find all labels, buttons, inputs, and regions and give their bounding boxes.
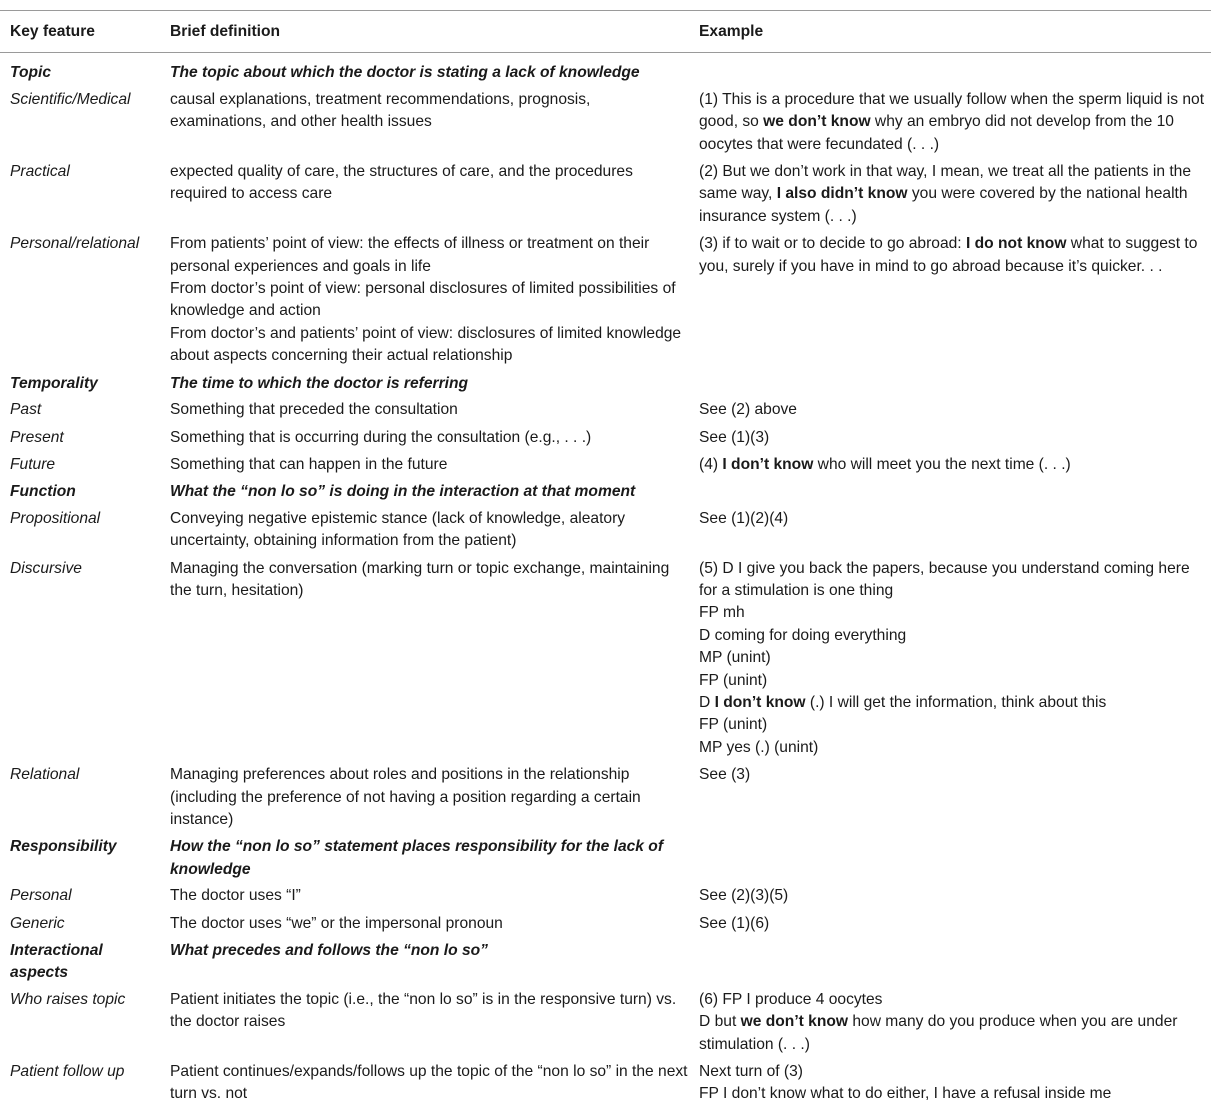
example-cell <box>689 987 1211 1059</box>
header-example: Example <box>689 11 1211 53</box>
example-line: D coming for doing everything <box>699 626 907 644</box>
example-emphasis: I do not know <box>965 235 1067 253</box>
definition-cell: Patient continues/expands/follows up the topic of the “non lo so” in the next turn vs. not <box>170 1063 688 1103</box>
table-row <box>0 159 1211 231</box>
feature-cell: Discursive <box>10 559 82 577</box>
example-line <box>699 692 1211 714</box>
example-text: (2) But we don’t work in that way, I mean, we treat all the patients in the same way, <box>699 163 1192 203</box>
section-name: Responsibility <box>10 838 117 856</box>
header-brief-definition: Brief definition <box>160 11 689 53</box>
definition-cell: Conveying negative epistemic stance (lack of knowledge, aleatory uncertainty, obtaining information from the patient) <box>170 509 626 550</box>
table-row <box>0 1059 1211 1109</box>
feature-cell: Past <box>10 401 42 419</box>
example-text: who will meet you the next time (. . .) <box>813 455 1071 473</box>
feature-cell: Patient follow up <box>10 1063 125 1081</box>
section-name: Topic <box>10 64 52 82</box>
definition-cell: Patient initiates the topic (i.e., the “non lo so” is in the responsive turn) vs. the doctor raises <box>170 990 677 1031</box>
example-text: D <box>699 693 715 711</box>
definition-cell: Managing the conversation (marking turn or topic exchange, maintaining the turn, hesitation) <box>170 559 670 599</box>
table-row <box>0 987 1211 1059</box>
example-line: MP (unint) <box>699 649 771 667</box>
example-text: why an embryo did not develop from the 10 oocytes that were fecundated (. . .) <box>699 113 1174 153</box>
example-emphasis: I don’t know <box>722 455 814 473</box>
feature-cell: Personal/relational <box>10 235 140 253</box>
definition-cell: The doctor uses “I” <box>170 887 301 905</box>
example-cell <box>689 87 1211 159</box>
example-text: (1) This is a procedure that we usually follow when the sperm liquid is not good, so <box>699 90 1205 131</box>
definition-cell: expected quality of care, the structures of care, and the procedures required to access care <box>170 163 633 203</box>
example-cell <box>689 159 1211 231</box>
example-text: you were covered by the national health insurance system (. . .) <box>699 185 1188 225</box>
example-cell: See (1)(3) <box>699 428 770 446</box>
feature-cell: Generic <box>10 914 65 932</box>
table-row <box>0 506 1211 556</box>
example-line: FP I don’t know what to do either, I have a refusal inside me <box>699 1085 1112 1103</box>
example-cell: See (2)(3)(5) <box>699 887 789 905</box>
section-name: Function <box>10 483 76 501</box>
example-emphasis: we don’t know <box>763 113 871 131</box>
header-key-feature: Key feature <box>0 11 160 53</box>
table-row <box>0 762 1211 834</box>
feature-cell: Scientific/Medical <box>10 90 131 108</box>
section-row-temporality <box>0 371 1211 397</box>
example-line <box>699 1011 1211 1056</box>
example-cell: See (3) <box>699 766 751 784</box>
example-line: Next turn of (3) <box>699 1063 803 1081</box>
example-cell <box>689 556 1211 763</box>
header-row <box>0 11 1211 53</box>
table-row <box>0 883 1211 910</box>
feature-cell: Practical <box>10 163 70 181</box>
feature-cell: Propositional <box>10 509 101 527</box>
section-name: Interactional aspects <box>10 942 103 982</box>
definition-cell: Managing preferences about roles and positions in the relationship (including the preference of not having a position regarding a certain instance) <box>170 766 641 828</box>
definition-cell: Something that can happen in the future <box>170 455 448 473</box>
table-row <box>0 87 1211 159</box>
section-row-topic <box>0 53 1211 87</box>
example-text: what to suggest to you, surely if you have in mind to go abroad because it’s quicker. . . <box>699 235 1198 275</box>
example-emphasis: we don’t know <box>740 1013 849 1031</box>
example-text: D but <box>699 1013 741 1031</box>
example-text: (.) I will get the information, think about this <box>805 693 1107 711</box>
section-name: Temporality <box>10 374 98 392</box>
definition-cell: causal explanations, treatment recommendations, prognosis, examinations, and other health issues <box>170 90 591 131</box>
table-row <box>0 911 1211 938</box>
example-line: MP yes (.) (unint) <box>699 738 819 756</box>
example-text: (4) <box>699 455 723 473</box>
feature-cell: Present <box>10 428 64 446</box>
definition-line: From patients’ point of view: the effects of illness or treatment on their personal experiences and goals in life <box>170 235 650 275</box>
table-row <box>0 231 1211 370</box>
table-row <box>0 452 1211 479</box>
definition-line: From doctor’s and patients’ point of view: disclosures of limited knowledge about aspects concerning their actual relationship <box>170 324 682 365</box>
definition-line: From doctor’s point of view: personal disclosures of limited possibilities of knowledge and action <box>170 280 676 320</box>
example-cell <box>689 1059 1211 1109</box>
section-row-interactional <box>0 938 1211 987</box>
key-features-table <box>0 10 1211 1109</box>
example-cell <box>689 452 1211 479</box>
feature-cell: Personal <box>10 887 72 905</box>
example-emphasis: I also didn’t know <box>776 185 908 203</box>
section-description: The topic about which the doctor is stating a lack of knowledge <box>170 64 640 82</box>
example-text: (3) if to wait or to decide to go abroad: <box>699 235 966 253</box>
example-cell: See (2) above <box>699 401 797 419</box>
table-row <box>0 425 1211 452</box>
example-line: FP (unint) <box>699 671 768 689</box>
section-row-function <box>0 479 1211 505</box>
example-line: FP mh <box>699 604 745 622</box>
definition-cell: Something that is occurring during the consultation (e.g., . . .) <box>170 428 592 446</box>
example-line: FP (unint) <box>699 716 768 734</box>
definition-cell <box>160 231 689 370</box>
section-description: How the “non lo so” statement places responsibility for the lack of knowledge <box>170 838 664 878</box>
example-cell: See (1)(2)(4) <box>699 509 789 527</box>
feature-cell: Who raises topic <box>10 990 126 1008</box>
section-description: What precedes and follows the “non lo so” <box>170 942 488 960</box>
section-description: The time to which the doctor is referring <box>170 374 469 392</box>
example-cell: See (1)(6) <box>699 914 770 932</box>
definition-cell: Something that preceded the consultation <box>170 401 458 419</box>
definition-cell: The doctor uses “we” or the impersonal pronoun <box>170 914 503 932</box>
example-line: (5) D I give you back the papers, because you understand coming here for a stimulation is one thing <box>699 559 1190 599</box>
section-row-responsibility <box>0 834 1211 883</box>
example-emphasis: I don’t know <box>714 693 806 711</box>
feature-cell: Relational <box>10 766 80 784</box>
example-line: (6) FP I produce 4 oocytes <box>699 990 883 1008</box>
feature-cell: Future <box>10 455 56 473</box>
table-row <box>0 397 1211 424</box>
section-description: What the “non lo so” is doing in the interaction at that moment <box>170 483 636 501</box>
table-row <box>0 556 1211 763</box>
example-cell <box>689 231 1211 370</box>
example-text: how many do you produce when you are under stimulation (. . .) <box>699 1013 1178 1053</box>
